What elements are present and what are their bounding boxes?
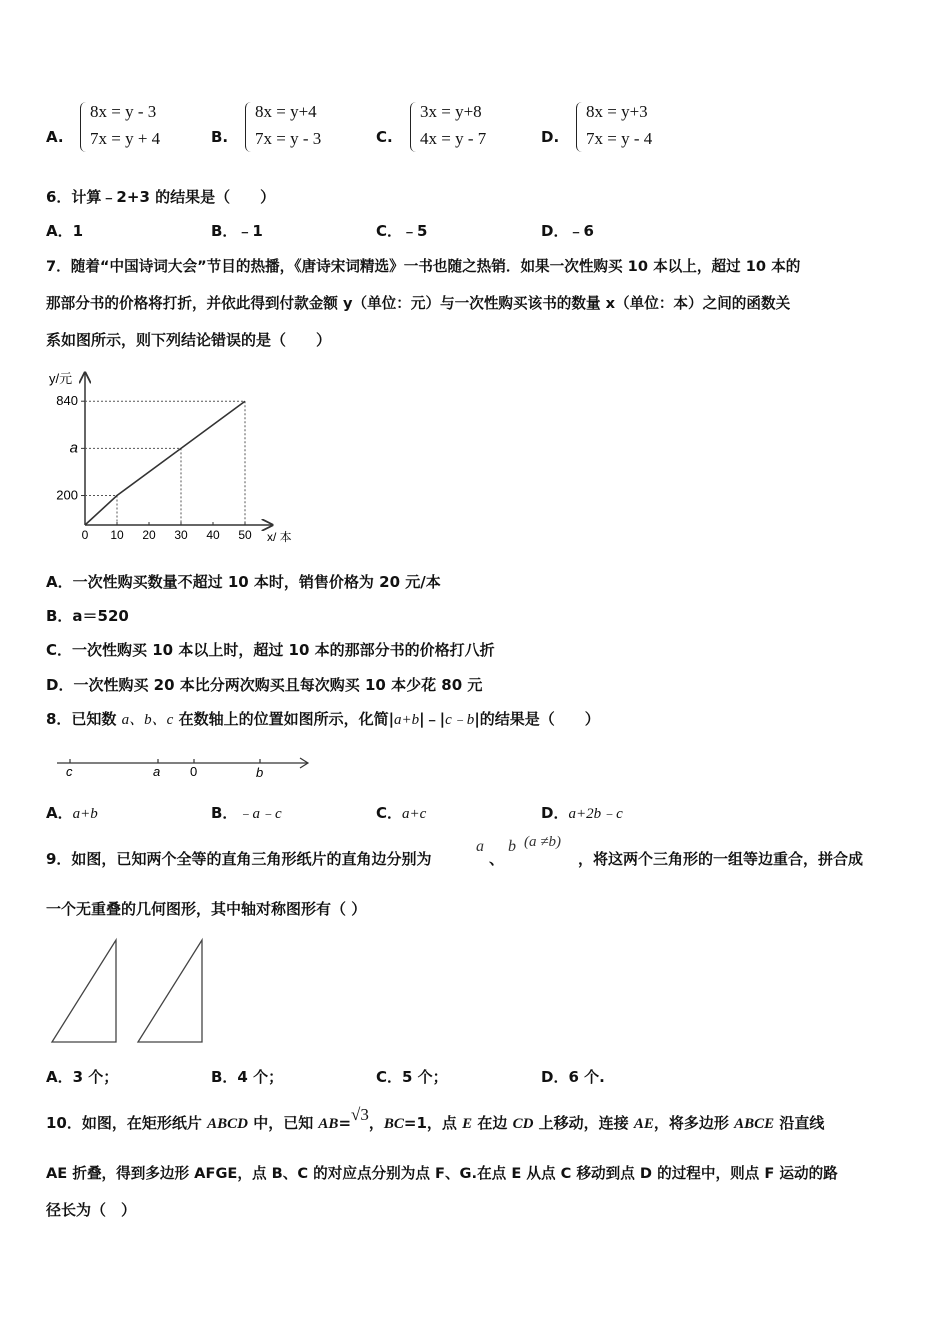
equation: 8x = y - 3 (90, 102, 157, 121)
number-line-label-zero: 0 (190, 764, 198, 779)
equation: 7x = y - 3 (255, 129, 322, 148)
q10-stem-line3: 径长为（ ） (46, 1201, 137, 1219)
q7-stem-line3: 系如图所示，则下列结论错误的是（ ） (46, 331, 332, 349)
q8-option-c (376, 802, 426, 823)
q9-option-d: D．6 个. (541, 1068, 605, 1086)
option-expr: a+2b﹣c (568, 806, 623, 822)
x-tick-label: 30 (174, 528, 188, 542)
q6-option-b: B．﹣1 (211, 222, 263, 240)
q10-text: = (338, 1114, 352, 1132)
q5-option-c-label: C. (376, 128, 393, 146)
q10-var: BC (383, 1116, 404, 1132)
q8-option-b (211, 802, 282, 823)
x-tick-label: 0 (81, 528, 89, 542)
q9-stem-line1-b: ，将这两个三角形的一组等边重合，拼合成 (578, 850, 864, 868)
option-label: B． (211, 804, 238, 822)
x-tick-label: 40 (206, 528, 220, 542)
q10-text: 沿直线 (774, 1114, 825, 1132)
chart-y-ticks (56, 393, 85, 502)
q6-stem: 6．计算﹣2+3 的结果是（ ） (46, 188, 276, 206)
q8-stem-expr: c﹣b (445, 712, 475, 728)
q8-stem-text: |﹣| (419, 710, 446, 728)
q8-stem (46, 708, 600, 729)
q10-var: ABCE (734, 1116, 775, 1132)
q9-triangles-figure (48, 935, 213, 1047)
q7-option-a: A．一次性购买数量不超过 10 本时，销售价格为 20 元/本 (46, 573, 441, 591)
equation: 4x = y - 7 (420, 129, 487, 148)
option-label: A． (46, 804, 73, 822)
right-triangle-left (52, 940, 116, 1042)
q5-option-d-system (576, 102, 696, 154)
y-tick-label: a (69, 439, 78, 457)
q10-text: ，将多边形 (653, 1114, 735, 1132)
q9-stem-line1-a: 9．如图，已知两个全等的直角三角形纸片的直角边分别为 (46, 850, 432, 868)
q8-stem-text: 8．已知数 (46, 710, 122, 728)
x-axis-label: x/ 本 (267, 530, 292, 544)
q10-stem-line2: AE 折叠，得到多边形 AFGE，点 B、C 的对应点分别为点 F、G.在点 E 从点 C 移动到点 D 的过程中，则点 F 运动的路 (46, 1165, 838, 1182)
q7-stem-line1: 7．随着“中国诗词大会”节目的热播，《唐诗宋词精选》一书也随之热销．如果一次性购买 10 本以上，超过 10 本的 (46, 258, 801, 275)
number-line-label-c: c (66, 764, 73, 779)
q9-condition: (a ≠b) (524, 834, 561, 850)
q10-text: ， (368, 1114, 384, 1132)
y-axis-label: y/元 (49, 371, 73, 386)
q10-text: =1，点 (403, 1114, 463, 1132)
q5-option-a-label: A. (46, 128, 64, 146)
q10-var: AB (318, 1116, 339, 1132)
x-tick-label: 50 (238, 528, 252, 542)
q5-option-b-label: B. (211, 128, 229, 146)
q10-text: 在边 (472, 1114, 513, 1132)
option-label: C． (376, 804, 403, 822)
chart-series-line (85, 401, 245, 525)
x-tick-label: 20 (142, 528, 156, 542)
q5-option-b-system (245, 102, 365, 154)
q9-option-b: B．4 个； (211, 1068, 284, 1086)
y-tick-label: 200 (56, 487, 78, 503)
x-tick-label: 10 (110, 528, 124, 542)
option-expr: a+c (402, 806, 427, 822)
q9-option-c: C．5 个； (376, 1068, 448, 1086)
equation: 8x = y+3 (586, 102, 648, 121)
option-expr: a+b (72, 806, 98, 822)
q10-text: 上移动，连接 (533, 1114, 634, 1132)
q7-option-d: D．一次性购买 20 本比分两次购买且每次购买 10 本少花 80 元 (46, 676, 483, 694)
q10-stem-line1 (46, 1105, 825, 1133)
q7-option-c: C．一次性购买 10 本以上时，超过 10 本的那部分书的价格打八折 (46, 641, 495, 659)
q8-option-a (46, 802, 98, 823)
q10-text: 10．如图，在矩形纸片 (46, 1114, 208, 1132)
q6-option-d: D．﹣6 (541, 222, 594, 240)
equation: 3x = y+8 (420, 102, 482, 121)
q8-number-line (52, 750, 317, 785)
y-tick-label: 840 (56, 393, 78, 409)
option-expr: ﹣a﹣c (237, 806, 282, 822)
q10-var: E (462, 1116, 473, 1132)
q9-var-b: b (508, 838, 516, 855)
number-line-label-b: b (256, 765, 264, 780)
q9-var-a: a (476, 838, 484, 855)
number-line-label-a: a (153, 764, 161, 779)
option-label: D． (541, 804, 569, 822)
q10-var: AE (633, 1116, 654, 1132)
q7-stem-line2: 那部分书的价格将打折，并依此得到付款金额 y（单位：元）与一次性购买该书的数量 x（单位：本）之间的函数关 (46, 295, 791, 312)
q5-option-d-label: D. (541, 128, 560, 146)
equation: 7x = y + 4 (90, 129, 161, 148)
q10-sqrt: √3 (351, 1105, 369, 1124)
q7-option-b: B．a＝520 (46, 607, 129, 625)
q8-stem-text: |的结果是（ ） (474, 710, 600, 728)
q10-text: 中，已知 (247, 1114, 319, 1132)
q9-option-a: A．3 个； (46, 1068, 119, 1086)
q10-var: ABCD (207, 1116, 248, 1132)
q6-option-c: C．﹣5 (376, 222, 428, 240)
q8-option-d (541, 802, 623, 823)
right-triangle-right (138, 940, 202, 1042)
q8-stem-text: 在数轴上的位置如图所示，化简| (173, 710, 395, 728)
q5-option-a-system (80, 102, 200, 154)
q5-option-c-system (410, 102, 530, 154)
equation: 8x = y+4 (255, 102, 317, 121)
q8-stem-expr: a+b (394, 712, 420, 728)
q9-stem-line2: 一个无重叠的几何图形，其中轴对称图形有（ ） (46, 900, 367, 918)
q9-sep: 、 (489, 850, 505, 868)
q10-var: CD (512, 1116, 534, 1132)
q6-option-a: A．1 (46, 222, 84, 240)
equation: 7x = y - 4 (586, 129, 653, 148)
q7-function-graph (40, 365, 310, 550)
q8-stem-vars: a、b、c (121, 712, 174, 728)
